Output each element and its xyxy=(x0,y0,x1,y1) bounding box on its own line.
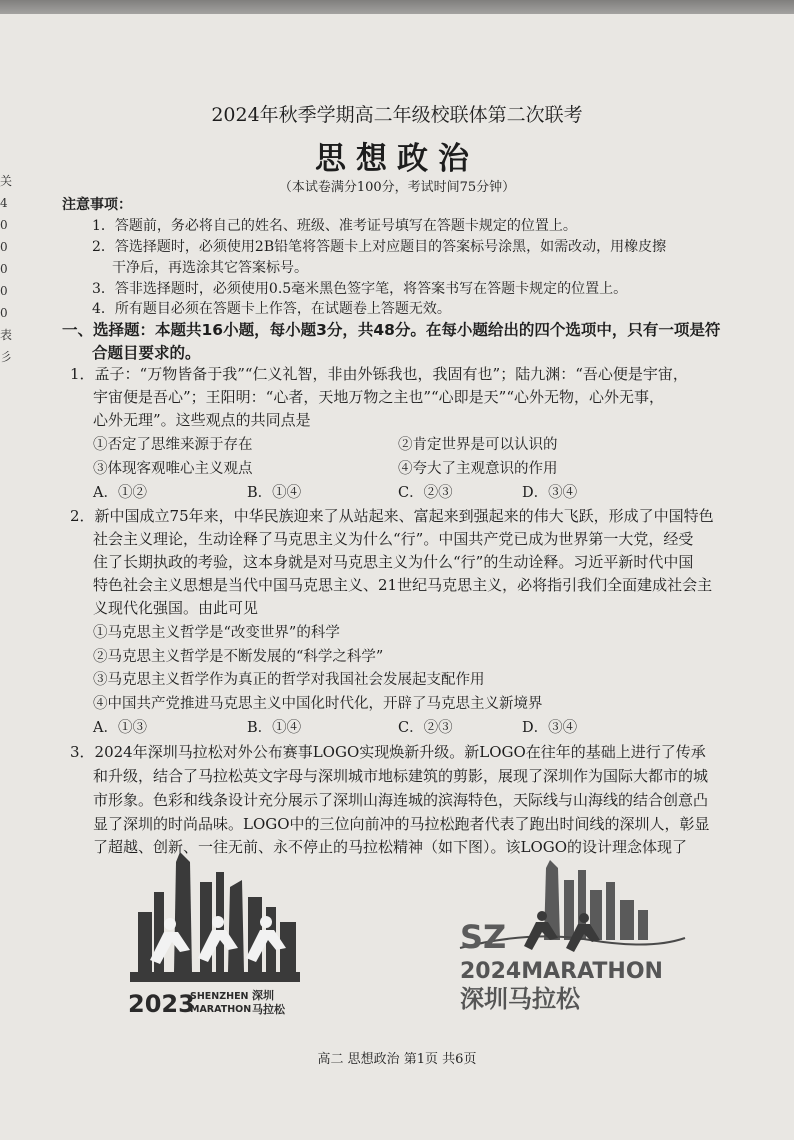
q2-statement-2: ②马克思主义哲学是不断发展的“科学之科学” xyxy=(93,649,384,665)
q2-statement-3: ③马克思主义哲学作为真正的哲学对我国社会发展起支配作用 xyxy=(93,672,485,688)
q1-statement-3: ③体现客观唯心主义观点 xyxy=(93,461,253,477)
q3-stem: 了超越、创新、一往无前、永不停止的马拉松精神（如下图）。该LOGO的设计理念体现了 xyxy=(93,838,688,856)
q2-statement-4: ④中国共产党推进马克思主义中国化时代化，开辟了马克思主义新境界 xyxy=(93,696,543,712)
notice-item: 3．答非选择题时，必须使用0.5毫米黑色签字笔，将答案书写在答题卡规定的位置上。 xyxy=(92,281,628,297)
q3-stem: 市形象。色彩和线条设计充分展示了深圳山海连城的滨海特色，天际线与山海线的结合创意凸 xyxy=(93,791,709,809)
q2-stem: 特色社会主义思想是当代中国马克思主义、21世纪马克思主义，必将指引我们全面建成社会主 xyxy=(93,576,713,594)
notice-heading: 注意事项： xyxy=(62,197,132,213)
q1-option-b: B．①④ xyxy=(247,485,302,501)
q3-stem: 3．2024年深圳马拉松对外公布赛事LOGO实现焕新升级。新LOGO在往年的基础上进行了传承 xyxy=(70,743,706,761)
q3-stem: 和升级，结合了马拉松英文字母与深圳城市地标建筑的剪影，展现了深圳作为国际大都市的城 xyxy=(93,767,709,785)
logo-2023-en1: SHENZHEN xyxy=(190,991,249,1002)
logo-2023-marathon xyxy=(120,852,310,1022)
skyline-icon xyxy=(544,860,648,940)
q2-option-b: B．①④ xyxy=(247,720,302,736)
q2-stem: 社会主义理论，生动诠释了马克思主义为什么“行”。中国共产党已成为世界第一大党，经受 xyxy=(93,530,694,548)
notice-item: 干净后，再选涂其它答案标号。 xyxy=(112,260,308,276)
section-heading: 一、选择题：本题共16小题，每小题3分，共48分。在每小题给出的四个选项中，只有一项是符 xyxy=(62,321,721,339)
notice-item: 4．所有题目必须在答题卡上作答，在试题卷上答题无效。 xyxy=(92,301,451,317)
q1-statement-2: ②肯定世界是可以认识的 xyxy=(398,437,558,453)
q3-stem: 显了深圳的时尚品味。LOGO中的三位向前冲的马拉松跑者代表了跑出时间线的深圳人，彰显 xyxy=(93,815,710,833)
binding-margin: 关 4 0 0 0 0 0 表 彡 xyxy=(0,174,13,364)
q1-stem: 宇宙便是吾心”；王阳明：“心者，天地万物之主也”“心即是天”“心外无物，心外无事， xyxy=(93,388,665,406)
logo-2024-cn: 深圳马拉松 xyxy=(460,985,580,1013)
q2-statement-1: ①马克思主义哲学是“改变世界”的科学 xyxy=(93,625,340,641)
q1-statement-1: ①否定了思维来源于存在 xyxy=(93,437,253,453)
logo-2024-en: 2024MARATHON xyxy=(460,959,663,984)
logo-2024-sz: SZ xyxy=(460,918,507,956)
logo-2023-year: 2023 xyxy=(128,990,195,1018)
q2-option-d: D．③④ xyxy=(522,720,578,736)
scan-top-strip xyxy=(0,0,794,14)
notice-item: 1．答题前，务必将自己的姓名、班级、准考证号填写在答题卡规定的位置上。 xyxy=(92,218,577,234)
q1-option-d: D．③④ xyxy=(522,485,578,501)
logo-2023-en2: MARATHON xyxy=(190,1004,252,1015)
section-heading-cont: 合题目要求的。 xyxy=(92,344,201,362)
logo-2023-cn1: 深圳 xyxy=(252,989,274,1002)
q1-statement-4: ④夸大了主观意识的作用 xyxy=(398,461,558,477)
notice-item: 2．答选择题时，必须使用2B铅笔将答题卡上对应题目的答案标号涂黑，如需改动，用橡皮擦 xyxy=(92,239,667,255)
q2-option-a: A．①③ xyxy=(93,720,147,736)
logo-2024-marathon xyxy=(450,860,690,1015)
page-footer: 高二 思想政治 第1页 共6页 xyxy=(317,1052,477,1067)
exam-title: 2024年秋季学期高二年级校联体第二次联考 xyxy=(211,104,583,126)
exam-info: （本试卷满分100分，考试时间75分钟） xyxy=(278,180,516,195)
subject-title: 思想政治 xyxy=(315,141,479,177)
q2-option-c: C．②③ xyxy=(398,720,453,736)
q2-stem: 义现代化强国。由此可见 xyxy=(93,599,259,617)
q1-stem: 心外无理”。这些观点的共同点是 xyxy=(93,411,311,429)
q1-option-c: C．②③ xyxy=(398,485,453,501)
runners-icon xyxy=(524,911,600,952)
logo-2023-cn2: 马拉松 xyxy=(252,1003,285,1016)
q1-stem: 1．孟子：“万物皆备于我”“仁义礼智，非由外铄我也，我固有也”；陆九渊：“吾心便是宇宙， xyxy=(70,365,688,383)
q2-stem: 住了长期执政的考验，这本身就是对马克思主义为什么“行”的生动诠释。习近平新时代中国 xyxy=(93,553,694,571)
q1-option-a: A．①② xyxy=(93,485,147,501)
q2-stem: 2．新中国成立75年来，中华民族迎来了从站起来、富起来到强起来的伟大飞跃，形成了中国特色 xyxy=(70,507,714,525)
